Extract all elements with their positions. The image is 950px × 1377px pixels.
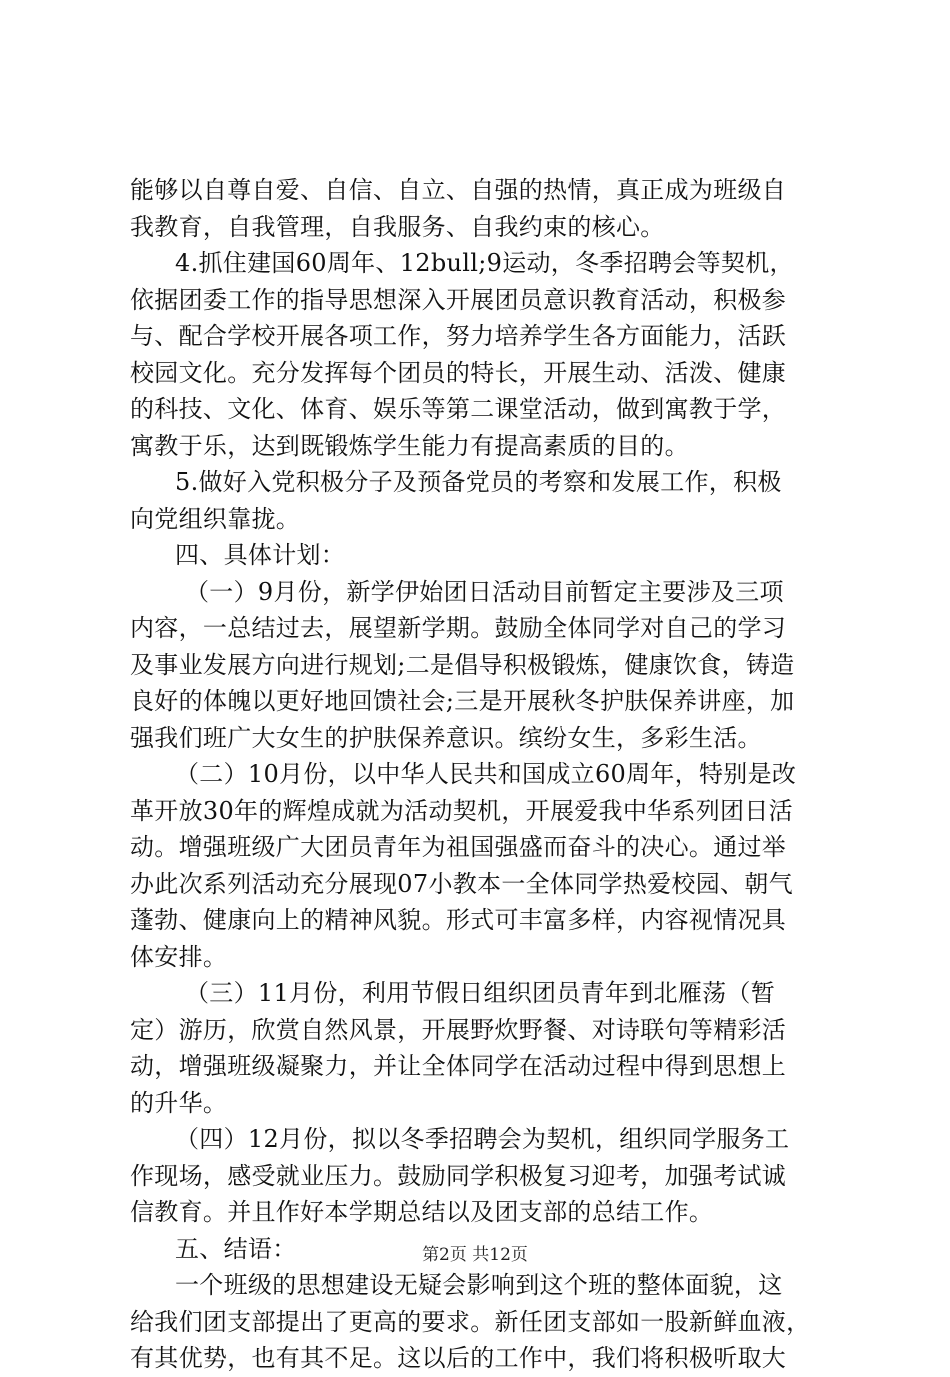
text-line: 良好的体魄以更好地回馈社会;三是开展秋冬护肤保养讲座，加: [130, 687, 795, 715]
text-line: （三）11月份，利用节假日组织团员青年到北雁荡（暂: [185, 979, 776, 1007]
text-line: 动。增强班级广大团员青年为祖国强盛而奋斗的决心。通过举: [130, 833, 787, 861]
text-line: 一个班级的思想建设无疑会影响到这个班的整体面貌，这: [175, 1271, 783, 1299]
text-line: 及事业发展方向进行规划;二是倡导积极锻炼，健康饮食，铸造: [130, 650, 795, 679]
text-line: 校园文化。充分发挥每个团员的特长，开展生动、活泼、健康: [130, 358, 787, 387]
text-line: 寓教于乐，达到既锻炼学生能力有提高素质的目的。: [130, 431, 689, 460]
document-body: [130, 172, 830, 1377]
text-line: 5.做好入党积极分子及预备党员的考察和发展工作，积极: [175, 468, 782, 496]
text-line: 体安排。: [130, 942, 228, 971]
text-line: 信教育。并且作好本学期总结以及团支部的总结工作。: [130, 1198, 714, 1226]
text-line: 的科技、文化、体育、娱乐等第二课堂活动，做到寓教于学，: [130, 395, 787, 423]
text-line: 的升华。: [130, 1088, 228, 1117]
text-line: 五、结语：: [175, 1234, 297, 1263]
text-line: 四、具体计划：: [175, 541, 346, 569]
text-line: 我教育，自我管理，自我服务、自我约束的核心。: [130, 212, 665, 241]
text-line: 依据团委工作的指导思想深入开展团员意识教育活动，积极参: [130, 285, 787, 314]
text-line: 有其优势，也有其不足。这以后的工作中，我们将积极听取大: [130, 1344, 787, 1372]
text-line: 内容，一总结过去，展望新学期。鼓励全体同学对自己的学习: [130, 614, 787, 642]
text-line: 动，增强班级凝聚力，并让全体同学在活动过程中得到思想上: [130, 1052, 787, 1080]
text-line: 给我们团支部提出了更高的要求。新任团支部如一股新鲜血液，: [130, 1307, 811, 1336]
text-line: 能够以自尊自爱、自信、自立、自强的热情，真正成为班级自: [130, 176, 787, 204]
text-line: 强我们班广大女生的护肤保养意识。缤纷女生，多彩生活。: [130, 723, 762, 752]
text-line: 办此次系列活动充分展现07小教本一全体同学热爱校园、朝气: [130, 869, 793, 898]
text-line: 与、配合学校开展各项工作，努力培养学生各方面能力，活跃: [130, 322, 787, 350]
text-line: 向党组织靠拢。: [130, 504, 301, 533]
text-line: （一）9月份，新学伊始团日活动目前暂定主要涉及三项: [185, 577, 784, 606]
text-line: 蓬勃、健康向上的精神风貌。形式可丰富多样，内容视情况具: [130, 906, 787, 934]
page-footer: 第2页 共12页: [422, 1245, 528, 1265]
text-line: （四）12月份，拟以冬季招聘会为契机，组织同学服务工: [175, 1125, 790, 1153]
text-line: 革开放30年的辉煌成就为活动契机，开展爱我中华系列团日活: [130, 796, 793, 825]
text-line: 定）游历，欣赏自然风景，开展野炊野餐、对诗联句等精彩活: [130, 1015, 787, 1044]
text-line: 4.抓住建国60周年、12bull;9运动，冬季招聘会等契机，: [175, 249, 794, 277]
text-line: （二）10月份，以中华人民共和国成立60周年，特别是改: [175, 760, 797, 788]
text-line: 作现场，感受就业压力。鼓励同学积极复习迎考，加强考试诚: [130, 1161, 787, 1190]
